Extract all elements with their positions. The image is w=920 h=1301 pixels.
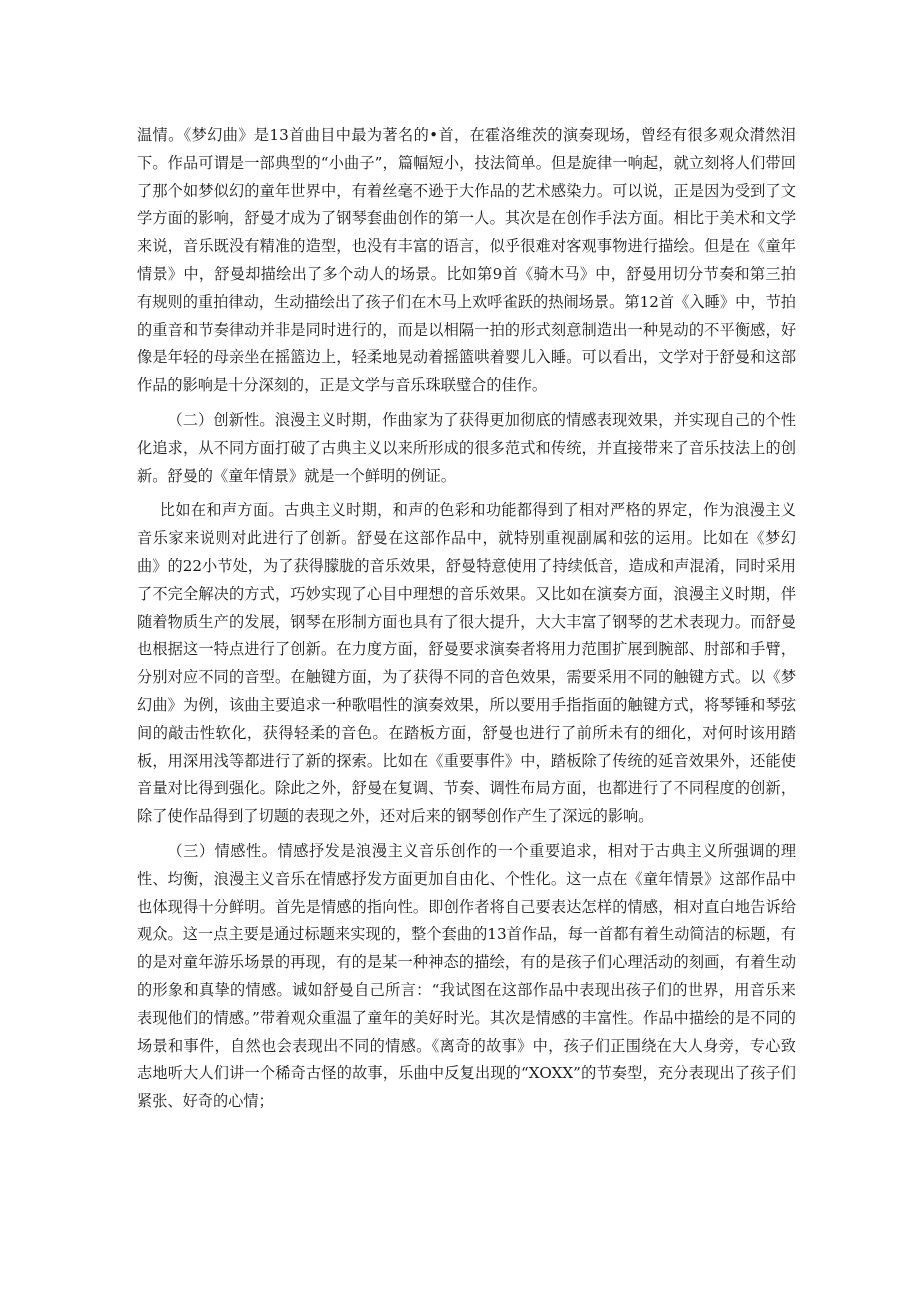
paragraph-innovation: （二）创新性。浪漫主义时期，作曲家为了获得更加彻底的情感表现效果，并实现自己的个性化追求，从不同方面打破了古典主义以来所形成的很多范式和传统，并直接带来了音乐技法上的创新。舒曼的《童年情景》就是一个鲜明的例证。 [137,410,796,485]
paragraph-continuation: 温情。《梦幻曲》是13首曲目中最为著名的•首，在霍洛维茨的演奏现场，曾经有很多观众潸然泪下。作品可谓是一部典型的“小曲子”，篇幅短小，技法简单。但是旋律一响起，就立刻将人们带回了那个如梦似幻的童年世界中，有着丝毫不逊于大作品的艺术感染力。可以说，正是因为受到了文学方面的影响，舒曼才成为了钢琴套曲创作的第一人。其次是在创作手法方面。相比于美术和文学来说，音乐既没有精准的造型，也没有丰富的语言，似乎很难对客观事物进行描绘。但是在《童年情景》中，舒曼却描绘出了多个动人的场景。比如第9首《骑木马》中，舒曼用切分节奏和第三拍有规则的重拍律动，生动描绘出了孩子们在木马上欢呼雀跃的热闹场景。第12首《入睡》中，节拍的重音和节奏律动并非是同时进行的，而是以相隔一拍的形式刻意制造出一种晃动的不平衡感，好像是年轻的母亲坐在摇篮边上，轻柔地晃动着摇篮哄着婴儿入睡。可以看出，文学对于舒曼和这部作品的影响是十分深刻的，正是文学与音乐珠联璧合的佳作。 [137,126,796,395]
paragraph-harmony: 比如在和声方面。古典主义时期，和声的色彩和功能都得到了相对严格的界定，作为浪漫主义音乐家来说则对此进行了创新。舒曼在这部作品中，就特别重视副属和弦的运用。比如在《梦幻曲》的22小节处，为了获得朦胧的音乐效果，舒曼特意使用了持续低音，造成和声混淆，同时采用了不完全解决的方式，巧妙实现了心目中理想的音乐效果。又比如在演奏方面，浪漫主义时期，伴随着物质生产的发展，钢琴在形制方面也具有了很大提升，大大丰富了钢琴的艺术表现力。而舒曼也根据这一特点进行了创新。在力度方面，舒曼要求演奏者将用力范围扩展到腕部、肘部和手臂，分别对应不同的音型。在触键方面，为了获得不同的音色效果，需要采用不同的触键方式。以《梦幻曲》为例，该曲主要追求一种歌唱性的演奏效果，所以要用手指指面的触键方式，将琴锤和琴弦间的敲击性软化，获得轻柔的音色。在踏板方面，舒曼也进行了前所未有的细化，对何时该用踏板，用深用浅等都进行了新的探索。比如在《重要事件》中，踏板除了传统的延音效果外，还能使音量对比得到强化。除此之外，舒曼在复调、节奏、调性布局方面，也都进行了不同程度的创新，除了使作品得到了切题的表现之外，还对后来的钢琴创作产生了深远的影响。 [137,501,796,826]
paragraph-emotion: （三）情感性。情感抒发是浪漫主义音乐创作的一个重要追求，相对于古典主义所强调的理性、均衡，浪漫主义音乐在情感抒发方面更加自由化、个性化。这一点在《童年情景》这部作品中也体现得十分鲜明。首先是情感的指向性。即创作者将自己要表达怎样的情感，相对直白地告诉给观众。这一点主要是通过标题来实现的，整个套曲的13首作品，每一首都有着生动简洁的标题，有的是对童年游乐场景的再现，有的是某一种神态的描绘，有的是孩子们心理活动的刻画，有着生动的形象和真挚的情感。诚如舒曼自己所言：“我试图在这部作品中表现出孩子们的世界，用音乐来表现他们的情感。”带着观众重温了童年的美好时光。其次是情感的丰富性。作品中描绘的是不同的场景和事件，自然也会表现出不同的情感。《离奇的故事》中，孩子们正围绕在大人身旁，专心致志地听大人们讲一个稀奇古怪的故事，乐曲中反复出现的“XOXX”的节奏型，充分表现出了孩子们紧张、好奇的心情； [137,841,796,1111]
document-body [137,122,796,1116]
